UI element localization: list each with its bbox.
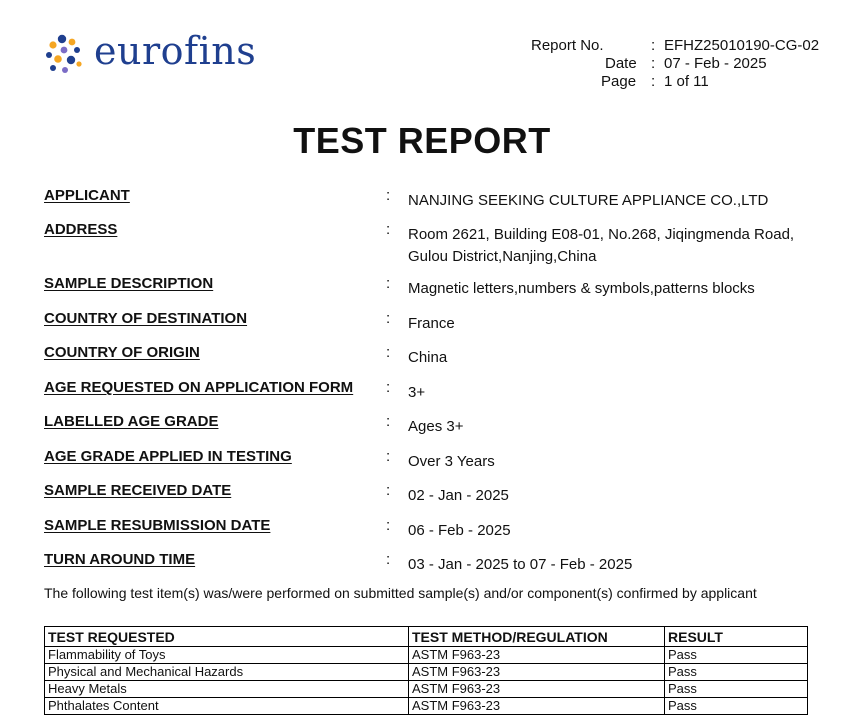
field-value: Ages 3+ <box>408 418 464 435</box>
table-row <box>45 664 808 681</box>
field-colon: : <box>386 379 391 396</box>
field-colon: : <box>386 275 391 292</box>
field-label: SAMPLE DESCRIPTION <box>44 275 214 292</box>
field-value <box>408 224 828 268</box>
page-value: 1 of 11 <box>664 73 709 90</box>
field-label: AGE GRADE APPLIED IN TESTING <box>44 448 292 465</box>
field-label: TURN AROUND TIME <box>44 551 196 568</box>
field-colon: : <box>386 448 391 465</box>
field-label: LABELLED AGE GRADE <box>44 413 219 430</box>
test-method-cell: ASTM F963-23 <box>409 647 665 664</box>
field-colon: : <box>386 310 391 327</box>
field-label: AGE REQUESTED ON APPLICATION FORM <box>44 379 354 396</box>
field-colon: : <box>386 413 391 430</box>
address-line-1: Room 2621, Building E08-01, No.268, Jiqingmenda Road, <box>408 226 795 243</box>
report-no-value: EFHZ25010190-CG-02 <box>664 37 820 54</box>
page-label: Page <box>601 73 637 90</box>
table-row <box>45 647 808 664</box>
report-no-label: Report No. <box>531 37 604 54</box>
column-header-test-requested: TEST REQUESTED <box>45 627 409 647</box>
intro-text: The following test item(s) was/were performed on submitted sample(s) and/or component(s) confirmed by applicant <box>44 585 757 601</box>
field-value: Over 3 Years <box>408 453 495 470</box>
date-value: 07 - Feb - 2025 <box>664 55 767 72</box>
report-no-colon: : <box>651 37 656 54</box>
column-header-result: RESULT <box>665 627 808 647</box>
field-label: SAMPLE RECEIVED DATE <box>44 482 232 499</box>
field-colon: : <box>386 187 391 204</box>
field-label: COUNTRY OF ORIGIN <box>44 344 200 361</box>
test-results-table <box>44 626 808 715</box>
brand-name: eurofins <box>94 29 257 73</box>
table-header-row <box>45 627 808 647</box>
field-value: Magnetic letters,numbers & symbols,patterns blocks <box>408 280 755 297</box>
address-line-2: Gulou District,Nanjing,China <box>408 248 597 265</box>
field-value: 03 - Jan - 2025 to 07 - Feb - 2025 <box>408 556 633 573</box>
field-value: France <box>408 315 455 332</box>
field-colon: : <box>386 517 391 534</box>
test-result-cell: Pass <box>665 647 808 664</box>
field-colon: : <box>386 482 391 499</box>
test-result-cell: Pass <box>665 664 808 681</box>
field-colon: : <box>386 551 391 568</box>
field-colon: : <box>386 221 391 238</box>
test-method-cell: ASTM F963-23 <box>409 681 665 698</box>
test-result-cell: Pass <box>665 698 808 715</box>
test-result-cell: Pass <box>665 681 808 698</box>
test-name-cell: Physical and Mechanical Hazards <box>45 664 409 681</box>
test-name-cell: Phthalates Content <box>45 698 409 715</box>
field-value: 3+ <box>408 384 426 401</box>
field-label: COUNTRY OF DESTINATION <box>44 310 248 327</box>
page-colon: : <box>651 73 656 90</box>
eurofins-logo-icon <box>44 33 88 77</box>
date-colon: : <box>651 55 656 72</box>
test-method-cell: ASTM F963-23 <box>409 698 665 715</box>
field-label: APPLICANT <box>44 187 130 204</box>
date-label: Date <box>605 55 637 72</box>
test-name-cell: Heavy Metals <box>45 681 409 698</box>
field-value: 06 - Feb - 2025 <box>408 522 511 539</box>
table-row <box>45 681 808 698</box>
field-value: China <box>408 349 448 366</box>
field-value: NANJING SEEKING CULTURE APPLIANCE CO.,LTD <box>408 192 769 209</box>
report-title: TEST REPORT <box>293 120 551 161</box>
field-value: 02 - Jan - 2025 <box>408 487 509 504</box>
field-label: ADDRESS <box>44 221 118 238</box>
table-row <box>45 698 808 715</box>
field-label: SAMPLE RESUBMISSION DATE <box>44 517 271 534</box>
test-method-cell: ASTM F963-23 <box>409 664 665 681</box>
column-header-test-method: TEST METHOD/REGULATION <box>409 627 665 647</box>
field-colon: : <box>386 344 391 361</box>
test-name-cell: Flammability of Toys <box>45 647 409 664</box>
eurofins-logo <box>44 29 257 79</box>
